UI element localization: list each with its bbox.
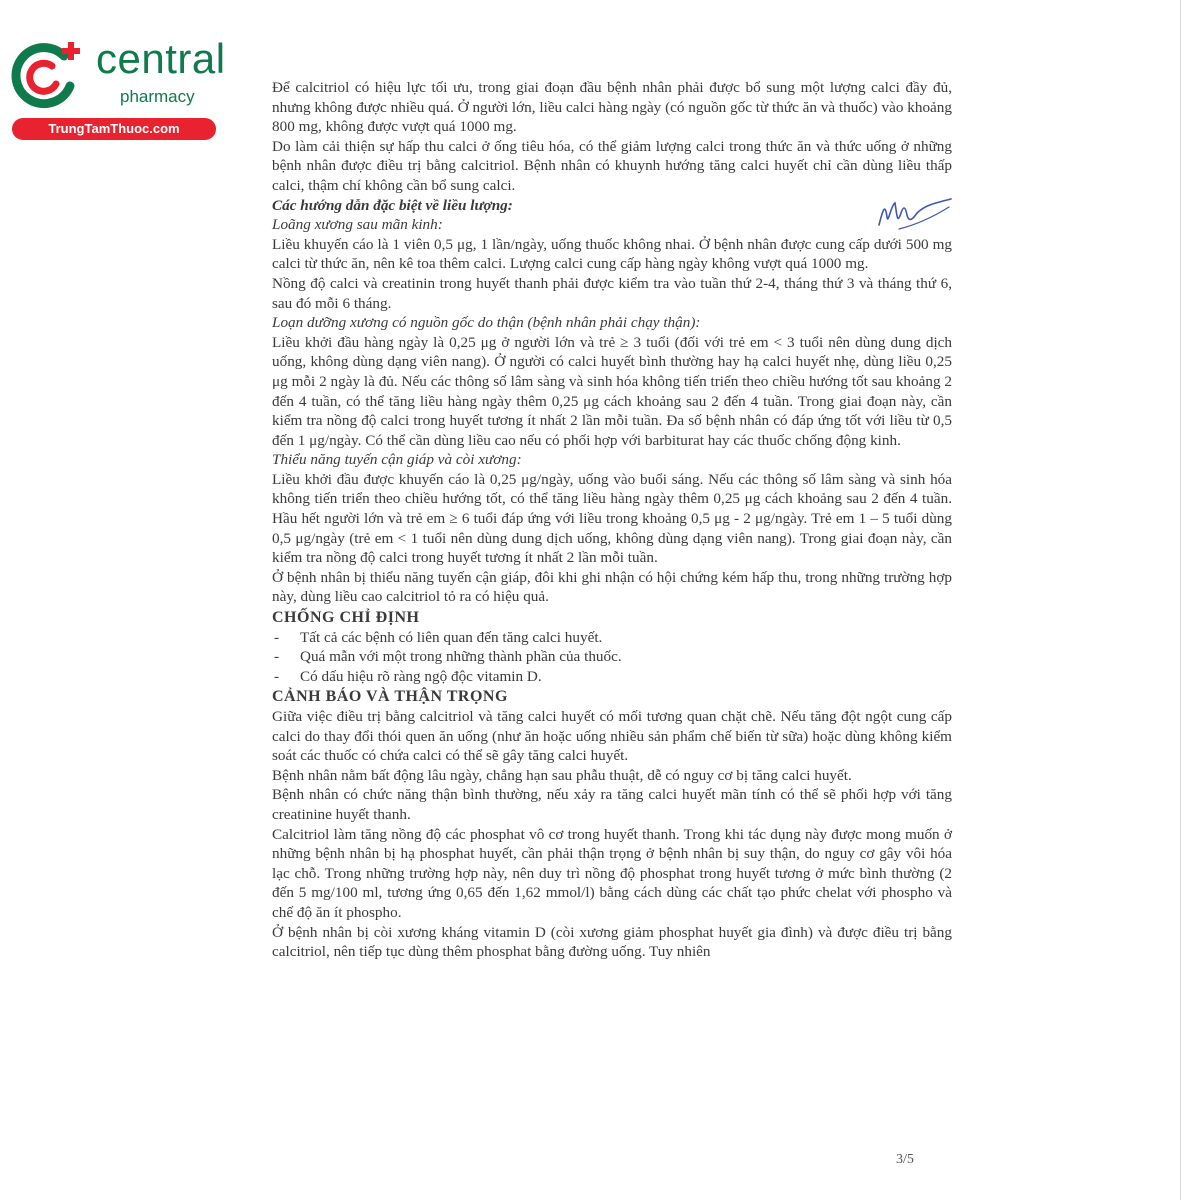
- page-edge-line: [1180, 0, 1181, 1200]
- contraindication-list: [272, 628, 952, 687]
- paragraph-malabsorption: Ở bệnh nhân bị thiểu năng tuyến cận giáp, đôi khi ghi nhận có hội chứng kém hấp thu, trong những trường hợp này, dùng liều cao calcitriol tỏ ra có hiệu quả.: [272, 568, 952, 606]
- heading-special-dosage: Các hướng dẫn đặc biệt về liều lượng:: [272, 196, 513, 214]
- paragraph-phosphate: Calcitriol làm tăng nồng độ các phosphat vô cơ trong huyết thanh. Trong khi tác dụng này được mong muốn ở những bệnh nhân bị hạ phosphat huyết, cần phải thận trọng ở bệnh nhân bị suy thận, do nguy cơ gây vôi hóa lạc chỗ. Trong những trường hợp này, nên duy trì nồng độ phosphat trong huyết tương ở mức bình thường (2 đến 5 mg/100 ml, tương ứng 0,65 đến 1,62 mmol/l) bằng cách dùng các chất tạo phức chelat với phospho và chế độ ăn ít phospho.: [272, 825, 952, 921]
- page-number: 3/5: [896, 1152, 914, 1167]
- heading-contraindications: CHỐNG CHỈ ĐỊNH: [272, 609, 420, 627]
- paragraph-renal-function: Bệnh nhân có chức năng thận bình thường, nếu xảy ra tăng calci huyết mãn tính có thể sẽ phối hợp với tăng creatinine huyết thanh.: [272, 786, 952, 823]
- list-item: - Quá mẫn với một trong những thành phần của thuốc.: [272, 647, 952, 667]
- brand-logo[interactable]: [8, 35, 226, 146]
- subheading-postmenopausal-osteoporosis: Loãng xương sau mãn kinh:: [272, 216, 443, 234]
- heading-warnings-precautions: CẢNH BÁO VÀ THẬN TRỌNG: [272, 688, 508, 706]
- paragraph-hypercalcemia-correlation: Giữa việc điều trị bằng calcitriol và tăng calci huyết có mối tương quan chặt chẽ. Nếu tăng đột ngột cung cấp calci do thay đổi thói quen ăn uống (như ăn hoặc uống nhiều sản phẩm chế biến từ sữa) hoặc dùng không kiểm soát các thuốc có chứa calci có thể sẽ gây tăng calci huyết.: [272, 708, 952, 765]
- subheading-renal-osteodystrophy: Loạn dưỡng xương có nguồn gốc do thận (bệnh nhân phải chạy thận):: [272, 314, 701, 332]
- logo-site-banner: TrungTamThuoc.com: [12, 118, 216, 140]
- paragraph-renal-dose: Liều khởi đầu hàng ngày là 0,25 μg ở người lớn và trẻ ≥ 3 tuổi (đối với trẻ em < 3 tuổi nên dùng dung dịch uống, không dùng dạng viên nang). Ở người có calci huyết bình thường hay hạ calci huyết nhẹ, dùng liều 0,25 μg mỗi 2 ngày là đủ. Nếu các thông số lâm sàng và sinh hóa không tiến triển theo chiều hướng tốt sau khoảng 2 đến 4 tuần, có thể tăng liều hàng ngày thêm 0,25 μg cách khoảng sau 2 đến 4 tuần. Trong giai đoạn này, cần kiểm tra nồng độ calci trong huyết tương ít nhất 2 lần mỗi tuần. Đa số bệnh nhân có đáp ứng tốt với liều từ 0,5 đến 1 μg/ngày. Có thể cần dùng liều cao nếu có phối hợp với barbiturat hay các thuốc chống động kinh.: [272, 333, 952, 449]
- paragraph-monitoring: Nồng độ calci và creatinin trong huyết thanh phải được kiểm tra vào tuần thứ 2-4, tháng thứ 3 và tháng thứ 6, sau đó mỗi 6 tháng.: [272, 274, 952, 312]
- central-pharmacy-logo-icon: [8, 36, 88, 116]
- paragraph-calcium-supplement: Để calcitriol có hiệu lực tối ưu, trong giai đoạn đầu bệnh nhân phải được bổ sung một lượng calci đầy đủ, nhưng không được nhiều quá. Ở người lớn, liều calci hàng ngày (có nguồn gốc từ thức ăn và thuốc) vào khoảng 800 mg, không được vượt quá 1000 mg.: [272, 79, 952, 136]
- paragraph-rickets: Ở bệnh nhân bị còi xương kháng vitamin D (còi xương giảm phosphat huyết gia đình) và được điều trị bằng calcitriol, nên tiếp tục dùng thêm phosphat bằng đường uống. Tuy nhiên: [272, 923, 952, 961]
- paragraph-hypoparathyroidism-dose: Liều khởi đầu được khuyến cáo là 0,25 μg/ngày, uống vào buổi sáng. Nếu các thông số lâm sàng và sinh hóa không tiến triển theo chiều hướng tốt, có thể tăng liều hàng ngày thêm 0,25 μg cách khoảng sau 2 đến 4 tuần. Hầu hết người lớn và trẻ em ≥ 6 tuổi đáp ứng với liều trong khoảng 0,5 μg - 2 μg/ngày. Trẻ em 1 – 5 tuổi dùng 0,5 μg/ngày (trẻ em < 1 tuổi nên dùng dung dịch uống, không dùng dạng viên nang). Trong giai đoạn này, cần kiểm tra nồng độ calci trong huyết tương ít nhất 2 lần mỗi tuần.: [272, 470, 952, 567]
- logo-brand-name: central: [96, 35, 226, 82]
- paragraph-calcium-absorption: Do làm cải thiện sự hấp thu calci ở ống tiêu hóa, có thể giảm lượng calci trong thức ăn và thức uống ở những bệnh nhân được điều trị bằng calcitriol. Bệnh nhân có khuynh hướng tăng calci huyết chỉ cần dùng liều thấp calci, thậm chí không cần bổ sung calci.: [272, 137, 952, 194]
- leaflet-body: [272, 78, 952, 962]
- paragraph-immobilized-patients: Bệnh nhân nằm bất động lâu ngày, chẳng hạn sau phẫu thuật, dễ có nguy cơ bị tăng calci huyết.: [272, 766, 852, 784]
- logo-subtitle: pharmacy: [120, 87, 195, 106]
- paragraph-osteoporosis-dose: Liều khuyến cáo là 1 viên 0,5 μg, 1 lần/ngày, uống thuốc không nhai. Ở bệnh nhân được cung cấp dưới 500 mg calci từ thức ăn, nên kê toa thêm calci. Lượng calci cung cấp hàng ngày không vượt quá 1000 mg.: [272, 235, 952, 273]
- list-item: - Tất cả các bệnh có liên quan đến tăng calci huyết.: [272, 628, 952, 648]
- subheading-hypoparathyroidism: Thiểu năng tuyến cận giáp và còi xương:: [272, 451, 522, 469]
- list-item: - Có dấu hiệu rõ ràng ngộ độc vitamin D.: [272, 667, 952, 687]
